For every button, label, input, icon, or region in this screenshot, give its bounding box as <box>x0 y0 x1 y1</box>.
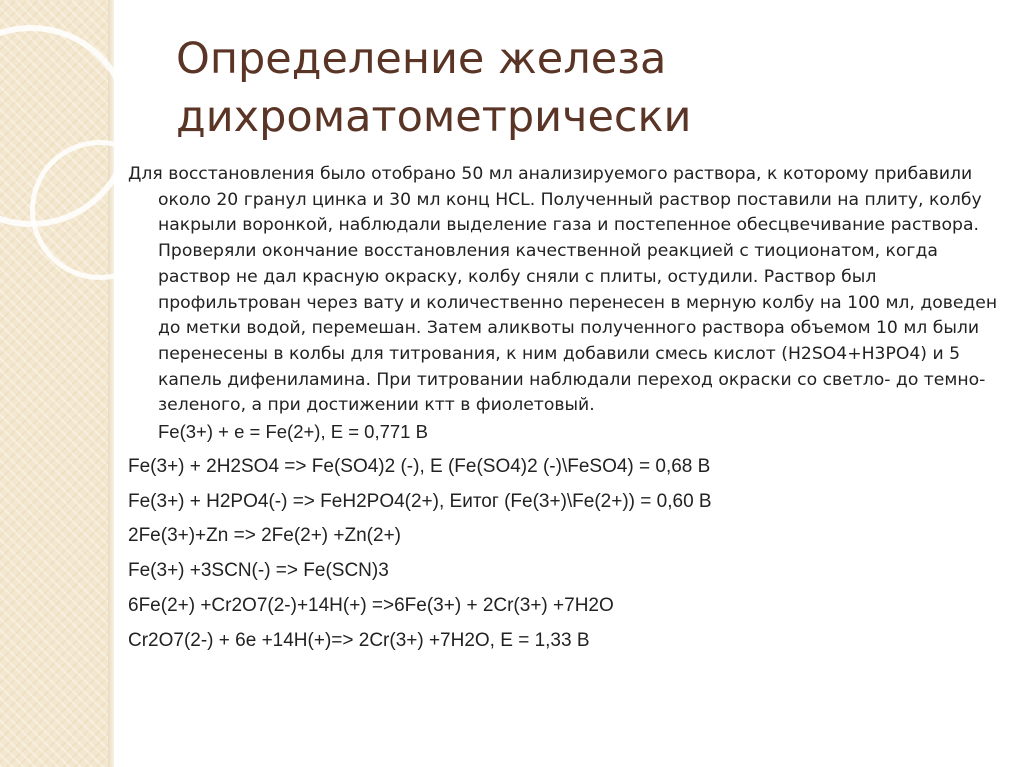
equation-line: Fe(3+) +3SCN(-) => Fe(SCN)3 <box>128 560 389 582</box>
equation-list <box>128 450 1008 658</box>
slide-body <box>128 162 1008 658</box>
equation-line: Fe(3+) + H2PO4(-) => FeH2PO4(2+), Eитог (Fe(3+)\Fe(2+)) = 0,60 B <box>128 490 712 512</box>
procedure-paragraph: Для восстановления было отобрано 50 мл анализируемого раствора, к которому прибавили около 20 гранул цинка и 30 мл конц HCL. Полученный раствор поставили на плиту, колбу накрыли воронкой, наблюдали выделение газа и постепенное обесцвечивание раствора. Проверяли окончание восстановления качественной реакцией с тиоционатом, когда раствор не дал красную окраску, колбу сняли с плиты, остудили. Раствор был профильтрован через вату и количественно перенесен в мерную колбу на 100 мл, доведен до метки водой, перемешан. Затем аликвоты полученного раствора объемом 10 мл были перенесены в колбы для титрования, к ним добавили смесь кислот (H2SO4+H3PO4) и 5 капель дифениламина. При титровании наблюдали переход окраски со светло- до темно-зеленого, а при достижении ктт в фиолетовый. <box>128 164 998 416</box>
title-line: Определение железа <box>176 34 667 84</box>
title-line: дихроматометрически <box>176 92 692 142</box>
paragraph-equation: Fe(3+) + e = Fe(2+), E = 0,771 B <box>158 421 428 443</box>
equation-line: Cr2O7(2-) + 6e +14H(+)=> 2Cr(3+) +7H2O, E = 1,33 B <box>128 629 590 651</box>
equation-line: 2Fe(3+)+Zn => 2Fe(2+) +Zn(2+) <box>128 525 401 547</box>
equation-line: Fe(3+) + 2H2SO4 => Fe(SO4)2 (-), E (Fe(SO4)2 (-)\FeSO4) = 0,68 B <box>128 456 711 478</box>
slide-title <box>176 30 976 146</box>
equation-line: 6Fe(2+) +Cr2O7(2-)+14H(+) =>6Fe(3+) + 2Cr(3+) +7H2O <box>128 594 614 616</box>
